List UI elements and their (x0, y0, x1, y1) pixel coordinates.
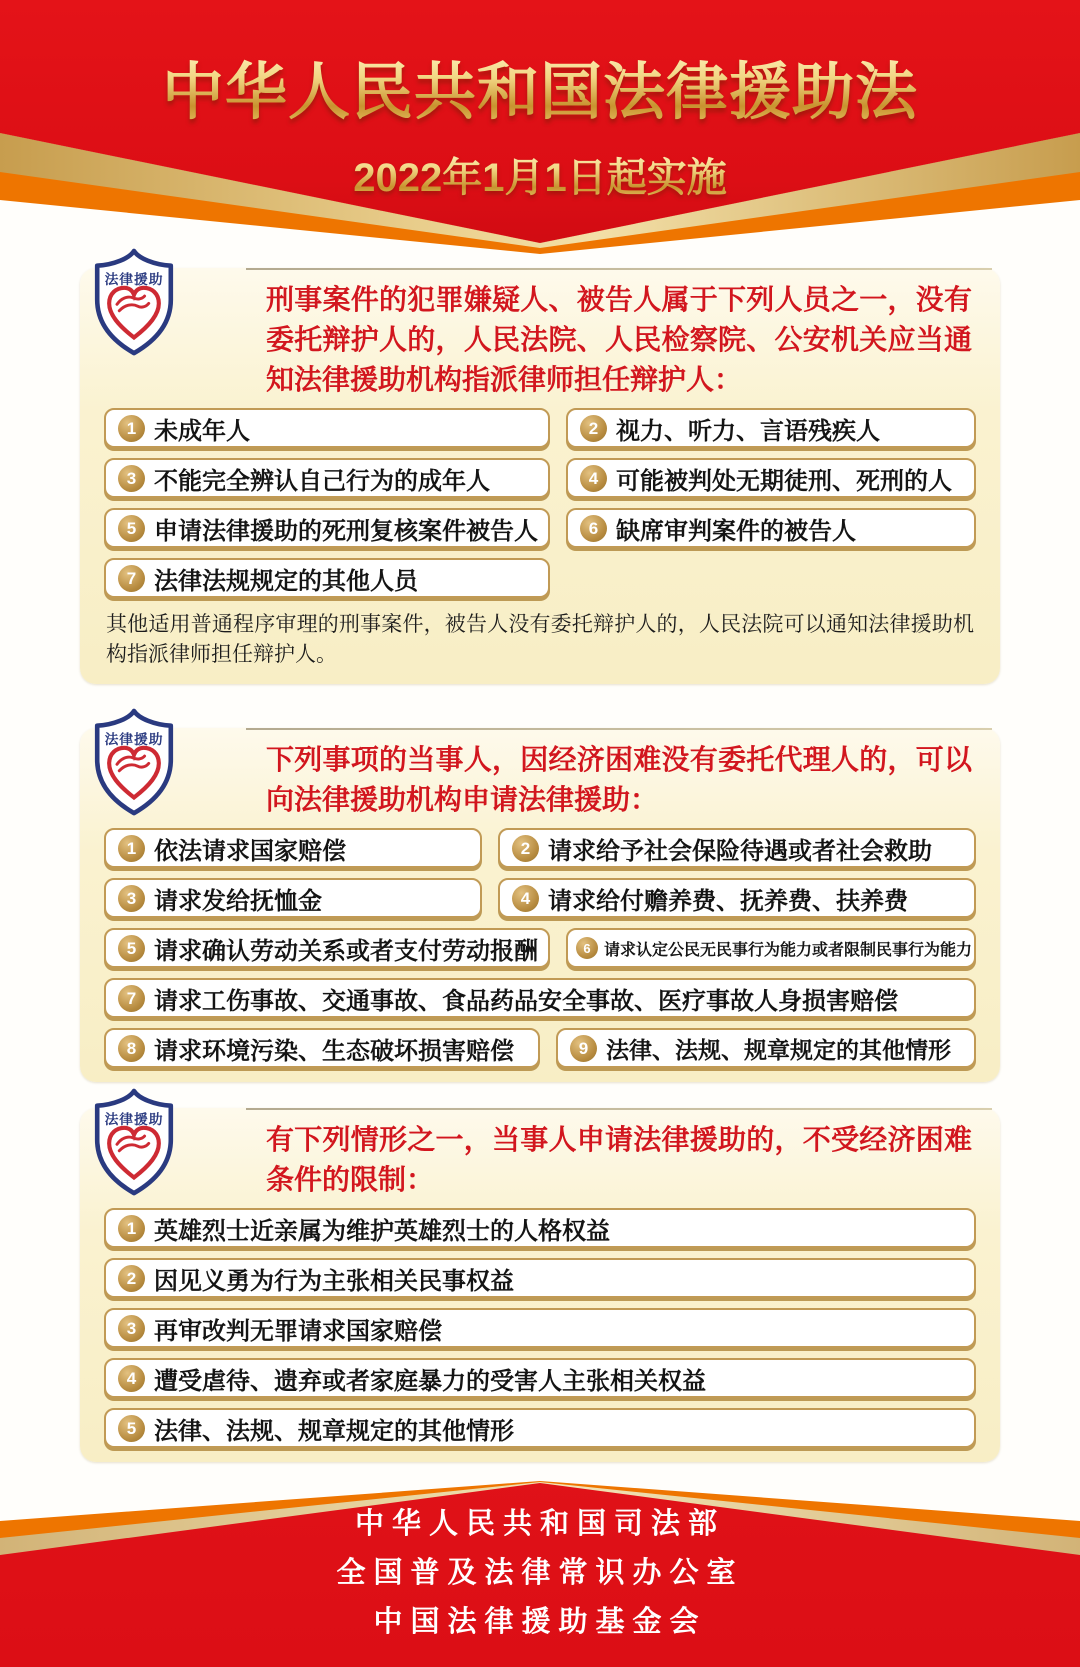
item-text: 申请法律援助的死刑复核案件被告人 (154, 517, 538, 545)
item-number-badge: 6 (576, 937, 598, 959)
list-item (498, 878, 976, 918)
badge-label: 法律援助 (104, 272, 164, 288)
list-item (104, 1408, 976, 1448)
list-item (566, 458, 976, 498)
footer-org-line: 中华人民共和国司法部 (354, 1508, 725, 1540)
item-text: 未成年人 (154, 417, 250, 445)
item-text: 因见义勇为行为主张相关民事权益 (154, 1267, 514, 1295)
list-item (104, 508, 550, 548)
item-list (104, 408, 976, 598)
item-number-badge: 5 (118, 515, 145, 542)
section-criminal-defense (80, 268, 1000, 684)
item-number-badge: 2 (118, 1265, 145, 1292)
item-number-badge: 4 (512, 885, 539, 912)
item-number-badge: 5 (118, 1415, 145, 1442)
list-item (104, 458, 550, 498)
item-number-badge: 7 (118, 985, 145, 1012)
list-item (104, 928, 550, 968)
item-list (104, 828, 976, 1068)
item-number-badge: 8 (118, 1035, 145, 1062)
item-text: 不能完全辨认自己行为的成年人 (154, 467, 490, 495)
item-number-badge: 3 (118, 885, 145, 912)
list-item (566, 928, 976, 968)
item-number-badge: 3 (118, 465, 145, 492)
footer-organizations (0, 1500, 1080, 1647)
item-number-badge: 4 (580, 465, 607, 492)
item-number-badge: 9 (570, 1035, 597, 1062)
item-text: 请求发给抚恤金 (154, 887, 322, 915)
list-item (104, 1258, 976, 1298)
shield-heart-hands-icon (88, 704, 180, 821)
item-number-badge: 1 (118, 1215, 145, 1242)
footer-org-line: 全国普及法律常识办公室 (336, 1557, 744, 1589)
item-text: 遭受虐待、遗弃或者家庭暴力的受害人主张相关权益 (154, 1367, 706, 1395)
item-number-badge: 5 (118, 935, 145, 962)
list-item (498, 828, 976, 868)
item-text: 法律、法规、规章规定的其他情形 (154, 1417, 514, 1445)
list-item (104, 978, 976, 1018)
poster-footer (0, 1460, 1080, 1667)
item-text: 英雄烈士近亲属为维护英雄烈士的人格权益 (154, 1217, 610, 1245)
item-text: 请求给付赡养费、抚养费、扶养费 (548, 887, 908, 915)
item-number-badge: 2 (580, 415, 607, 442)
list-item (104, 878, 482, 918)
list-item (566, 508, 976, 548)
legal-aid-shield-icon (88, 1084, 180, 1201)
item-number-badge: 2 (512, 835, 539, 862)
list-item (104, 1208, 976, 1248)
badge-label: 法律援助 (104, 1112, 164, 1128)
section-civil-matters (80, 728, 1000, 1082)
list-item (104, 1308, 976, 1348)
footer-org-line: 中国法律援助基金会 (373, 1606, 707, 1638)
item-list (104, 1208, 976, 1448)
item-text: 可能被判处无期徒刑、死刑的人 (616, 467, 952, 495)
list-item (556, 1028, 976, 1068)
item-text: 再审改判无罪请求国家赔偿 (154, 1317, 442, 1345)
list-item (104, 1028, 540, 1068)
shield-heart-hands-icon (88, 1084, 180, 1201)
item-text: 请求给予社会保险待遇或者社会救助 (548, 837, 932, 865)
item-text: 依法请求国家赔偿 (154, 837, 346, 865)
list-item (104, 558, 550, 598)
section-headline: 下列事项的当事人，因经济困难没有委托代理人的，可以向法律援助机构申请法律援助： (266, 744, 972, 815)
item-number-badge: 1 (118, 835, 145, 862)
item-text: 请求环境污染、生态破坏损害赔偿 (154, 1037, 514, 1065)
item-text: 请求确认劳动关系或者支付劳动报酬 (154, 937, 538, 965)
item-text: 法律、法规、规章规定的其他情形 (606, 1036, 951, 1063)
item-number-badge: 7 (118, 565, 145, 592)
poster-subtitle: 2022年1月1日起实施 (0, 146, 1080, 203)
item-text: 缺席审判案件的被告人 (616, 517, 856, 545)
item-number-badge: 6 (580, 515, 607, 542)
legal-aid-shield-icon (88, 704, 180, 821)
badge-label: 法律援助 (104, 732, 164, 748)
list-item (104, 1358, 976, 1398)
section-no-means-test (80, 1108, 1000, 1462)
item-text: 请求工伤事故、交通事故、食品药品安全事故、医疗事故人身损害赔偿 (154, 987, 898, 1015)
poster-title: 中华人民共和国法律援助法 (0, 42, 1080, 131)
section-note: 其他适用普通程序审理的刑事案件，被告人没有委托辩护人的，人民法院可以通知法律援助机构指派律师担任辩护人。 (106, 613, 974, 666)
item-text: 视力、听力、言语残疾人 (616, 417, 880, 445)
item-number-badge: 4 (118, 1365, 145, 1392)
list-item (104, 408, 550, 448)
legal-aid-shield-icon (88, 244, 180, 361)
poster-header (0, 0, 1080, 256)
section-headline: 刑事案件的犯罪嫌疑人、被告人属于下列人员之一，没有委托辩护人的，人民法院、人民检察院、公安机关应当通知法律援助机构指派律师担任辩护人： (266, 284, 972, 395)
item-number-badge: 1 (118, 415, 145, 442)
item-number-badge: 3 (118, 1315, 145, 1342)
item-text: 请求认定公民无民事行为能力或者限制民事行为能力 (604, 941, 973, 959)
shield-heart-hands-icon (88, 244, 180, 361)
list-item (566, 408, 976, 448)
list-item (104, 828, 482, 868)
item-text: 法律法规规定的其他人员 (154, 567, 418, 595)
section-headline: 有下列情形之一，当事人申请法律援助的，不受经济困难条件的限制： (266, 1124, 972, 1195)
